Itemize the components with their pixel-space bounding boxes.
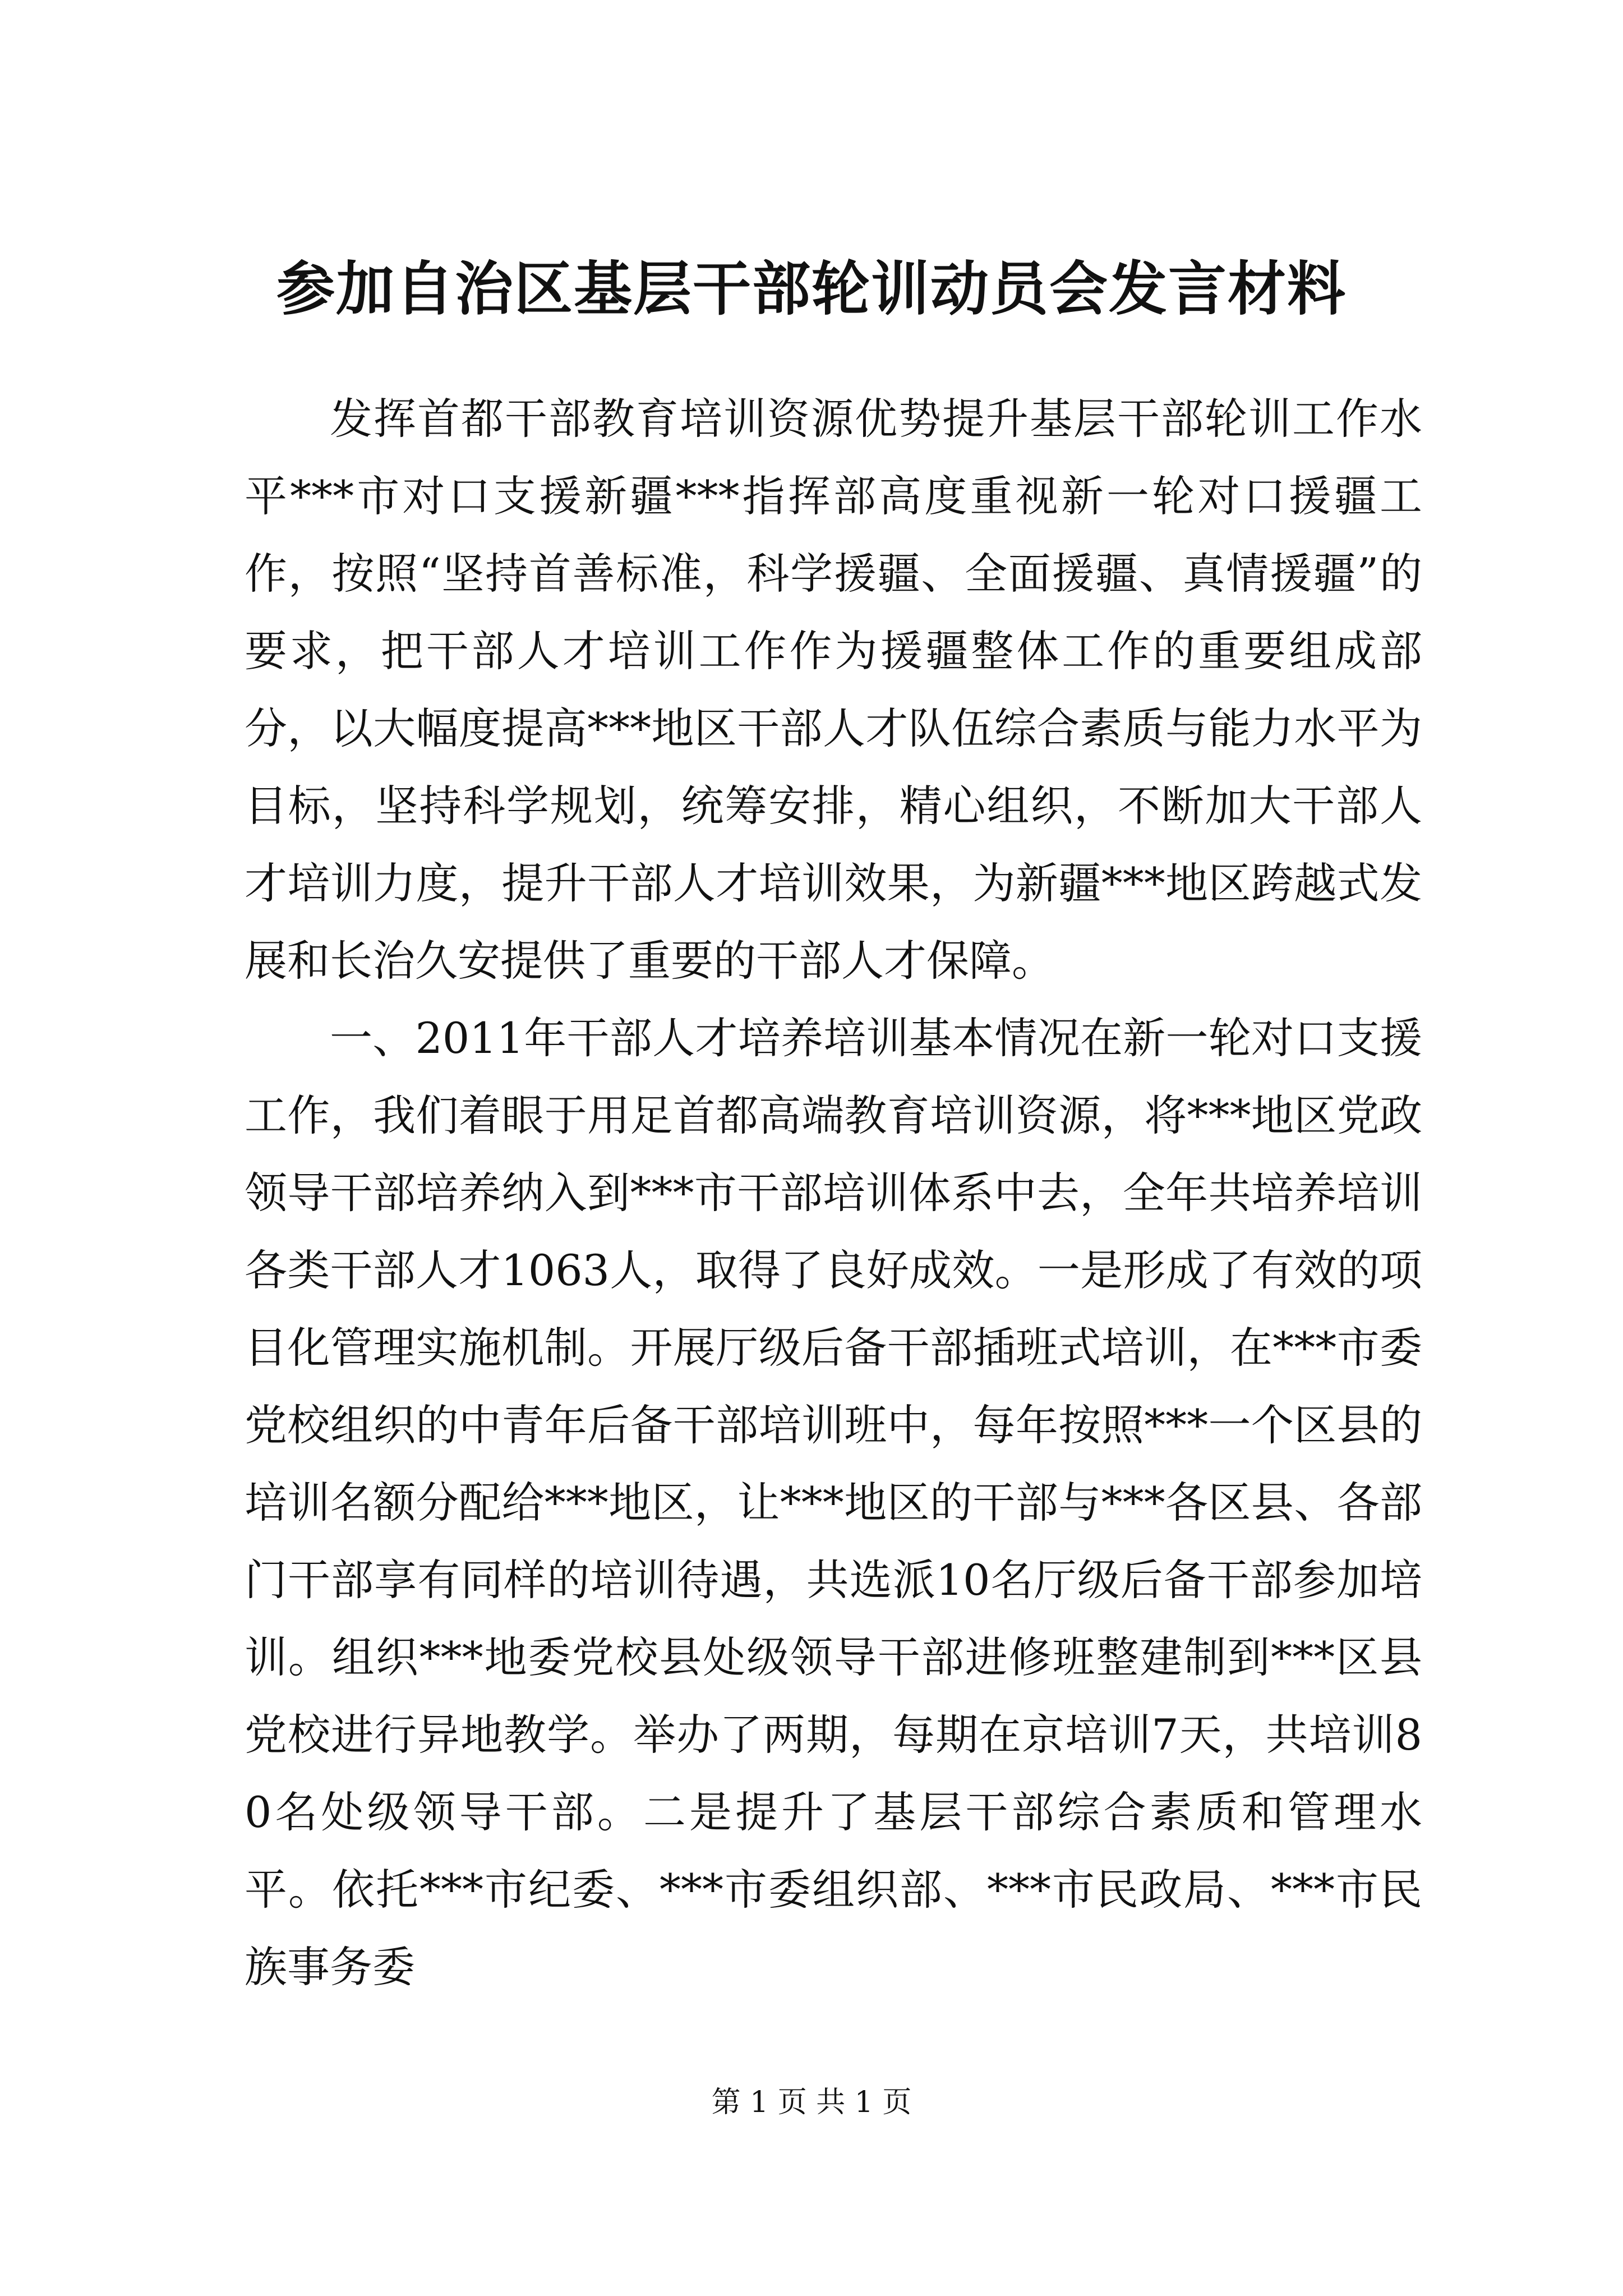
paragraph-section-one: 一、2011年干部人才培养培训基本情况在新一轮对口支援工作，我们着眼于用足首都高端教育培训资源，将***地区党政领导干部培养纳入到***市干部培训体系中去，全年共培养培训各类干部人才1063人，取得了良好成效。一是形成了有效的项目化管理实施机制。开展厅级后备干部插班式培训，在***市委党校组织的中青年后备干部培训班中，每年按照***一个区县的培训名额分配给***地区，让***地区的干部与***各区县、各部门干部享有同样的培训待遇，共选派10名厅级后备干部参加培训。组织***地委党校县处级领导干部进修班整建制到***区县党校进行异地教学。举办了两期，每期在京培训7天，共培训80名处级领导干部。二是提升了基层干部综合素质和管理水平。依托***市纪委、***市委组织部、***市民政局、***市民族事务委 — [245, 1013, 1422, 1992]
document-title: 参加自治区基层干部轮训动员会发言材料 — [276, 254, 1347, 323]
paragraph-intro: 发挥首都干部教育培训资源优势提升基层干部轮训工作水平***市对口支援新疆***指挥部高度重视新一轮对口援疆工作，按照“坚持首善标准，科学援疆、全面援疆、真情援疆”的要求，把干部人才培训工作作为援疆整体工作的重要组成部分，以大幅度提高***地区干部人才队伍综合素质与能力水平为目标，坚持科学规划，统筹安排，精心组织，不断加大干部人才培训力度，提升干部人才培训效果，为新疆***地区跨越式发展和长治久安提供了重要的干部人才保障。 — [245, 394, 1422, 986]
document-body — [245, 380, 1422, 2006]
page-footer: 第 1 页 共 1 页 — [711, 2086, 912, 2119]
